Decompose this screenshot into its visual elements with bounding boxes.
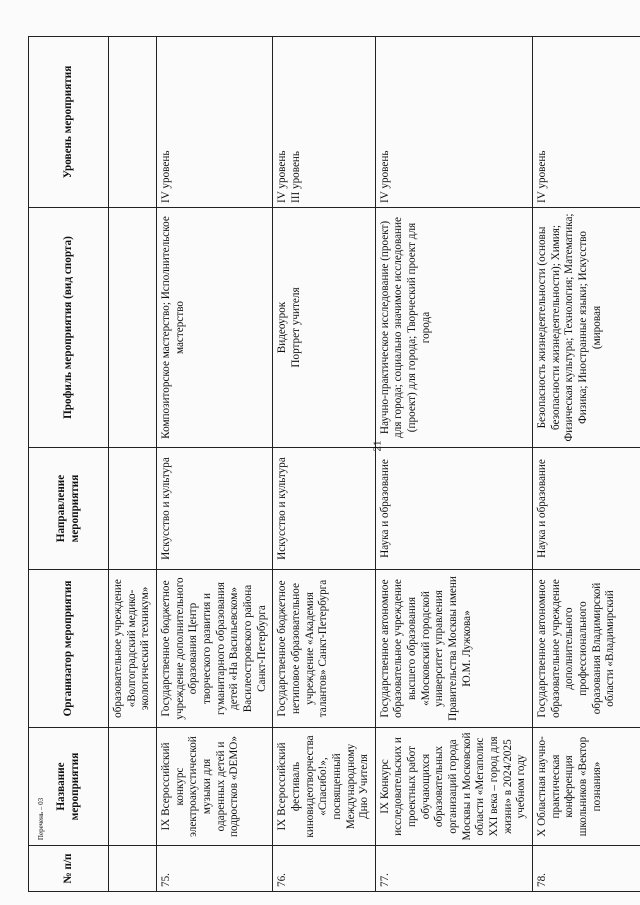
level-line: IV уровень (276, 150, 289, 203)
profile-line: Портрет учителя (289, 287, 302, 368)
event-organizer: Государственное бюджетное нетиповое образовательное учреждение «Академия талантов» Санкт-Петербурга (273, 570, 376, 728)
event-level: IV уровень (375, 37, 532, 208)
event-name: IX Всероссийский фестиваль киновидеотворчества «Спасибо!», посвященный Международному Дню Учителя (273, 728, 376, 846)
header-organizer: Организатор мероприятия (29, 570, 109, 728)
event-organizer: Государственное автономное образовательное учреждение высшего образования «Московский городской университет управления Правительства Москвы имени Ю.М. Лужкова» (375, 570, 532, 728)
event-direction: Наука и образование (375, 448, 532, 570)
continuation-organizer: образовательное учреждение «Волгоградский медико-экологический техникум» (109, 570, 157, 728)
event-name: IX Всероссийский конкурс электроакустической музыки для одаренных детей и подростков «DEMO» (156, 728, 272, 846)
event-direction: Искусство и культура (273, 448, 376, 570)
event-name: X Областная научно-практическая конференция школьников «Вектор познания» (533, 728, 640, 846)
table-row-continuation (109, 37, 157, 892)
header-number: № п/п (29, 846, 109, 892)
event-level (273, 37, 376, 208)
header-direction: Направление мероприятия (29, 448, 109, 570)
event-organizer: Государственное автономное образовательное учреждение дополнительного профессионального образования Владимирской области «Владимирский (533, 570, 640, 728)
event-direction: Искусство и культура (156, 448, 272, 570)
row-number: 75. (156, 846, 272, 892)
table-row (533, 37, 640, 892)
profile-line: Видеоурок (276, 301, 289, 354)
event-organizer: Государственное бюджетное учреждение дополнительного образования Центр творческого развития и гуманитарного образования детей «На Васильевском» Василеостровского района Санкт-Петербурга (156, 570, 272, 728)
row-number: 78. (533, 846, 640, 892)
footer-text: Перечень – 03 (37, 797, 46, 841)
row-number: 77. (375, 846, 532, 892)
header-profile: Профиль мероприятия (вид спорта) (29, 208, 109, 448)
event-profile (273, 208, 376, 448)
header-level: Уровень мероприятия (29, 37, 109, 208)
event-name: IX Конкурс исследовательских и проектных работ обучающихся образовательных организаций города Москвы и Московской области «Мегаполис XXI века – город для жизни» в 2024/2025 учебном году (375, 728, 532, 846)
rotated-table-container (28, 37, 617, 892)
event-profile: Композиторское мастерство; Исполнительское мастерство (156, 208, 272, 448)
table-row (156, 37, 272, 892)
level-line: III уровень (289, 150, 302, 203)
row-number: 76. (273, 846, 376, 892)
table-header-row (29, 37, 109, 892)
page-number: 21 (371, 440, 384, 452)
event-profile: Безопасность жизнедеятельности (основы безопасности жизнедеятельности); Химия; Физическая культура; Технология; Математика; Физика; Иностранные языки; Искусство (мировая (533, 208, 640, 448)
header-event-name: Название мероприятия (29, 728, 109, 846)
event-level: IV уровень (533, 37, 640, 208)
event-level: IV уровень (156, 37, 272, 208)
event-direction: Наука и образование (533, 448, 640, 570)
event-profile: Научно-практическое исследование (проект) для города; социально значимое исследование (проект) для города; Творческий проект для города (375, 208, 532, 448)
table-row (375, 37, 532, 892)
table-row (273, 37, 376, 892)
events-table (28, 36, 640, 892)
